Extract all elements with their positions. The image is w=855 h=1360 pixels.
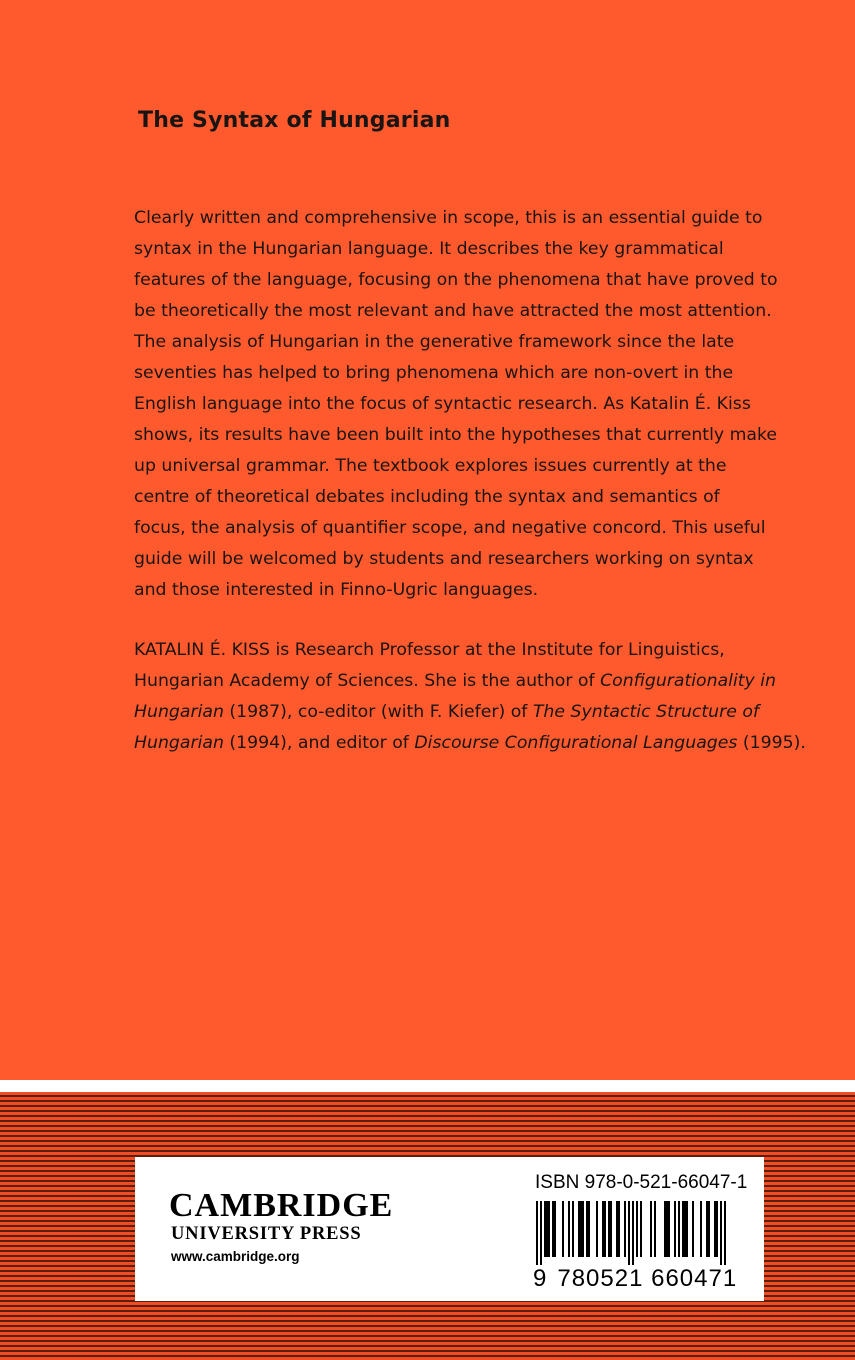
barcode-bar (724, 1201, 726, 1265)
description-line: Clearly written and comprehensive in scope, this is an essential guide to (134, 208, 763, 228)
barcode-digit-rest: 780521 660471 (557, 1265, 738, 1292)
barcode-bar (554, 1201, 556, 1257)
description-line: shows, its results have been built into the hypotheses that currently make (134, 425, 778, 445)
barcode-bar (572, 1201, 574, 1257)
book-reference: Hungarian (134, 733, 224, 753)
bio-text: (1995). (737, 733, 806, 753)
barcode-bar (602, 1201, 604, 1257)
publisher-logo (169, 1189, 393, 1269)
bio-line (134, 728, 806, 759)
barcode-bar (654, 1201, 656, 1257)
barcode-bar (588, 1201, 590, 1257)
barcode-bar (678, 1201, 680, 1257)
barcode-bar (650, 1201, 652, 1257)
description-line: and those interested in Finno-Ugric languages. (134, 580, 539, 600)
book-reference: The Syntactic Structure of (532, 702, 760, 722)
book-reference: Discourse Configurational Languages (414, 733, 738, 753)
barcode-bar (540, 1201, 542, 1265)
barcode-bar (604, 1201, 606, 1257)
author-bio (134, 635, 806, 759)
barcode-bar (578, 1201, 580, 1257)
barcode-bar (632, 1201, 634, 1265)
barcode-bar (706, 1201, 708, 1257)
book-title: The Syntax of Hungarian (138, 108, 451, 133)
barcode-bar (608, 1201, 610, 1257)
barcode-bar (536, 1201, 538, 1265)
description-line: English language into the focus of syntactic research. As Katalin É. Kiss (134, 394, 751, 414)
barcode-bar (552, 1201, 554, 1257)
description-line: guide will be welcomed by students and researchers working on syntax (134, 549, 754, 569)
barcode-bar (548, 1201, 550, 1257)
book-reference: Configurationality in (600, 671, 777, 691)
barcode-bar (692, 1201, 694, 1257)
barcode-bar (682, 1201, 684, 1257)
book-reference: Hungarian (134, 702, 224, 722)
barcode-bar (708, 1201, 710, 1257)
barcode-bar (700, 1201, 702, 1257)
bio-text: Hungarian Academy of Sciences. She is the author of (134, 671, 601, 691)
description-line: The analysis of Hungarian in the generative framework since the late (134, 332, 735, 352)
barcode-bar (582, 1201, 584, 1257)
barcode-bar (546, 1201, 548, 1257)
description-line: syntax in the Hungarian language. It describes the key grammatical (134, 239, 724, 259)
barcode-digits (533, 1265, 737, 1293)
publisher-url: www.cambridge.org (171, 1249, 300, 1264)
isbn-label: ISBN 978-0-521-66047-1 (535, 1172, 748, 1193)
book-description (134, 203, 784, 606)
barcode-bar (624, 1201, 626, 1257)
bio-text: KATALIN É. KISS is Research Professor at the Institute for Linguistics, (134, 640, 725, 660)
barcode-bar (714, 1201, 716, 1257)
bio-line (134, 666, 784, 697)
description-line: be theoretically the most relevant and have attracted the most attention. (134, 301, 772, 321)
description-line: up universal grammar. The textbook explores issues currently at the (134, 456, 727, 476)
description-line: features of the language, focusing on the phenomena that have proved to (134, 270, 778, 290)
barcode-bar (586, 1201, 588, 1257)
publisher-panel (135, 1157, 764, 1301)
barcode-bar (562, 1201, 564, 1257)
bio-text: (1987), co-editor (with F. Kiefer) of (223, 702, 533, 722)
barcode-bar (568, 1201, 570, 1257)
bio-line (134, 697, 784, 728)
description-line: seventies has helped to bring phenomena which are non-overt in the (134, 363, 734, 383)
barcode-bar (716, 1201, 718, 1257)
barcode-bar (664, 1201, 666, 1257)
barcode-bar (720, 1201, 722, 1265)
barcode-bar (628, 1201, 630, 1265)
barcode-icon (533, 1201, 735, 1265)
bio-line (134, 635, 784, 666)
barcode-bar (686, 1201, 688, 1257)
publisher-name: CAMBRIDGE (169, 1187, 394, 1224)
barcode-bar (666, 1201, 668, 1257)
barcode-bar (596, 1201, 598, 1257)
barcode-bar (668, 1201, 670, 1257)
bio-text: (1994), and editor of (223, 733, 415, 753)
publisher-subname: UNIVERSITY PRESS (171, 1224, 362, 1244)
barcode-bar (636, 1201, 638, 1257)
barcode-bar (674, 1201, 676, 1257)
barcode-bar (618, 1201, 620, 1257)
barcode-bar (580, 1201, 582, 1257)
barcode-bar (616, 1201, 618, 1257)
description-line: centre of theoretical debates including the syntax and semantics of (134, 487, 720, 507)
barcode-bar (544, 1201, 546, 1257)
description-line: focus, the analysis of quantifier scope, and negative concord. This useful (134, 518, 766, 538)
barcode-bar (640, 1201, 642, 1257)
barcode-bar (684, 1201, 686, 1257)
barcode-bar (610, 1201, 612, 1257)
barcode-digit-first: 9 (533, 1265, 548, 1292)
white-divider (0, 1080, 855, 1092)
